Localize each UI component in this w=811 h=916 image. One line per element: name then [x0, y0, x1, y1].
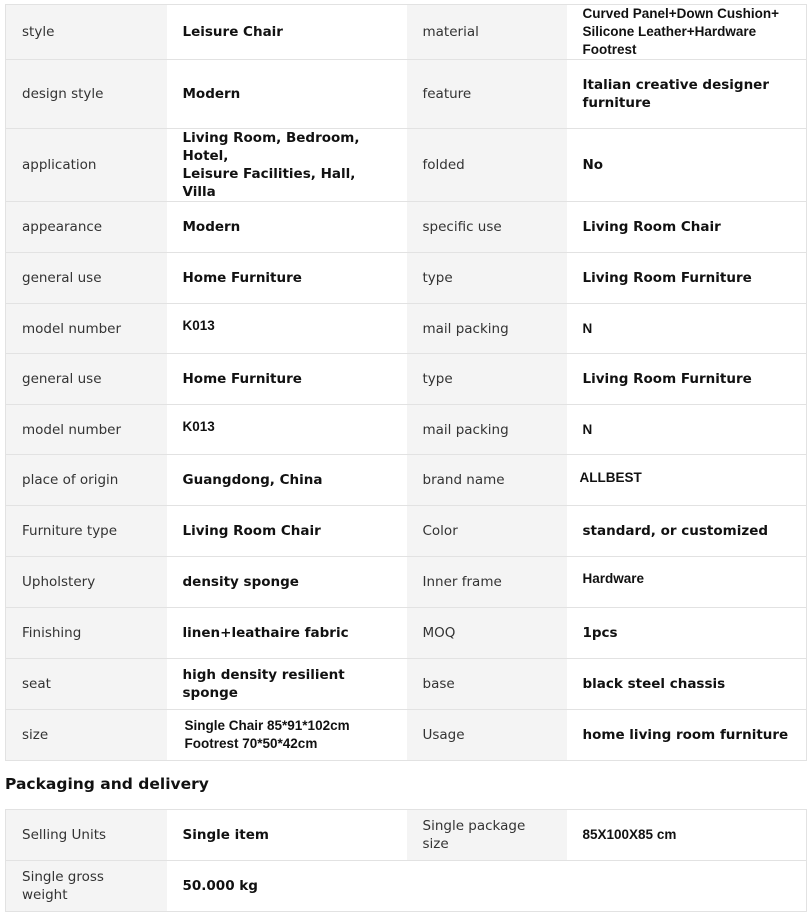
spec-key: general use: [6, 253, 167, 304]
spec-value-line: Single Chair 85*91*102cm: [184, 718, 350, 733]
spec-key: specific use: [407, 202, 567, 253]
spec-key: application: [6, 129, 167, 202]
spec-value: Living Room Chair: [167, 506, 407, 557]
spec-value-line: Silicone Leather+Hardware Footrest: [582, 24, 757, 57]
table-row: [6, 253, 807, 304]
spec-value-line: Curved Panel+Down Cushion+: [582, 6, 780, 21]
spec-value: [567, 60, 807, 129]
spec-key: feature: [407, 60, 567, 129]
spec-value: N: [567, 304, 807, 354]
empty-cell: [407, 861, 567, 912]
spec-key: model number: [6, 304, 167, 354]
spec-key: Single gross weight: [6, 861, 167, 912]
spec-value: home living room furniture: [567, 710, 807, 761]
spec-value: high density resilient sponge: [167, 659, 407, 710]
table-row: [6, 861, 807, 912]
spec-key: place of origin: [6, 455, 167, 506]
spec-key: Furniture type: [6, 506, 167, 557]
spec-value: Living Room Furniture: [567, 253, 807, 304]
spec-value: 50.000 kg: [167, 861, 407, 912]
table-row: [6, 659, 807, 710]
spec-value: 85X100X85 cm: [567, 810, 807, 861]
spec-value: [567, 5, 807, 60]
spec-key: model number: [6, 405, 167, 455]
spec-key: style: [6, 5, 167, 60]
spec-key: size: [6, 710, 167, 761]
spec-key: general use: [6, 354, 167, 405]
spec-value: Leisure Chair: [167, 5, 407, 60]
spec-value: Living Room Chair: [567, 202, 807, 253]
table-row: [6, 405, 807, 455]
table-row: [6, 202, 807, 253]
spec-key: folded: [407, 129, 567, 202]
spec-key: material: [407, 5, 567, 60]
spec-key: Upholstery: [6, 557, 167, 608]
spec-value: linen+leathaire fabric: [167, 608, 407, 659]
spec-key: Finishing: [6, 608, 167, 659]
spec-value: No: [567, 129, 807, 202]
table-row: [6, 60, 807, 129]
spec-key: Selling Units: [6, 810, 167, 861]
spec-key: mail packing: [407, 304, 567, 354]
spec-key: Color: [407, 506, 567, 557]
spec-value: Modern: [167, 60, 407, 129]
spec-key: seat: [6, 659, 167, 710]
empty-cell: [567, 861, 807, 912]
spec-key: Inner frame: [407, 557, 567, 608]
spec-value: 1pcs: [567, 608, 807, 659]
table-row: [6, 557, 807, 608]
spec-key: appearance: [6, 202, 167, 253]
spec-value: K013: [167, 304, 407, 354]
spec-value: Single item: [167, 810, 407, 861]
spec-value: standard, or customized: [567, 506, 807, 557]
table-row: [6, 129, 807, 202]
spec-key: brand name: [407, 455, 567, 506]
spec-key: mail packing: [407, 405, 567, 455]
section-heading: Packaging and delivery: [5, 775, 209, 793]
spec-value: K013: [167, 405, 407, 455]
spec-value: Guangdong, China: [167, 455, 407, 506]
spec-value: [167, 129, 407, 202]
spec-value: [167, 710, 407, 761]
spec-value-line: Footrest 70*50*42cm: [184, 736, 318, 751]
table-row: [6, 354, 807, 405]
spec-value: density sponge: [167, 557, 407, 608]
spec-key: design style: [6, 60, 167, 129]
spec-value: N: [567, 405, 807, 455]
table-row: [6, 5, 807, 60]
spec-value: Home Furniture: [167, 354, 407, 405]
spec-key: type: [407, 354, 567, 405]
spec-value: black steel chassis: [567, 659, 807, 710]
spec-key: Usage: [407, 710, 567, 761]
spec-value: Living Room Furniture: [567, 354, 807, 405]
spec-key: Single package size: [407, 810, 567, 861]
specifications-table: [5, 4, 807, 761]
spec-key: type: [407, 253, 567, 304]
spec-key: MOQ: [407, 608, 567, 659]
table-row: [6, 710, 807, 761]
packaging-table: [5, 809, 807, 912]
spec-value-line: Living Room, Bedroom, Hotel,: [182, 130, 360, 164]
spec-key: base: [407, 659, 567, 710]
spec-value-line: Leisure Facilities, Hall, Villa: [182, 166, 356, 200]
spec-value-line: furniture: [582, 95, 651, 111]
spec-value-line: Italian creative designer: [582, 77, 769, 93]
table-row: [6, 608, 807, 659]
table-row: [6, 455, 807, 506]
spec-value: Home Furniture: [167, 253, 407, 304]
spec-value: Modern: [167, 202, 407, 253]
table-row: [6, 304, 807, 354]
spec-value: ALLBEST: [567, 455, 807, 506]
spec-value: Hardware: [567, 557, 807, 608]
table-row: [6, 506, 807, 557]
table-row: [6, 810, 807, 861]
